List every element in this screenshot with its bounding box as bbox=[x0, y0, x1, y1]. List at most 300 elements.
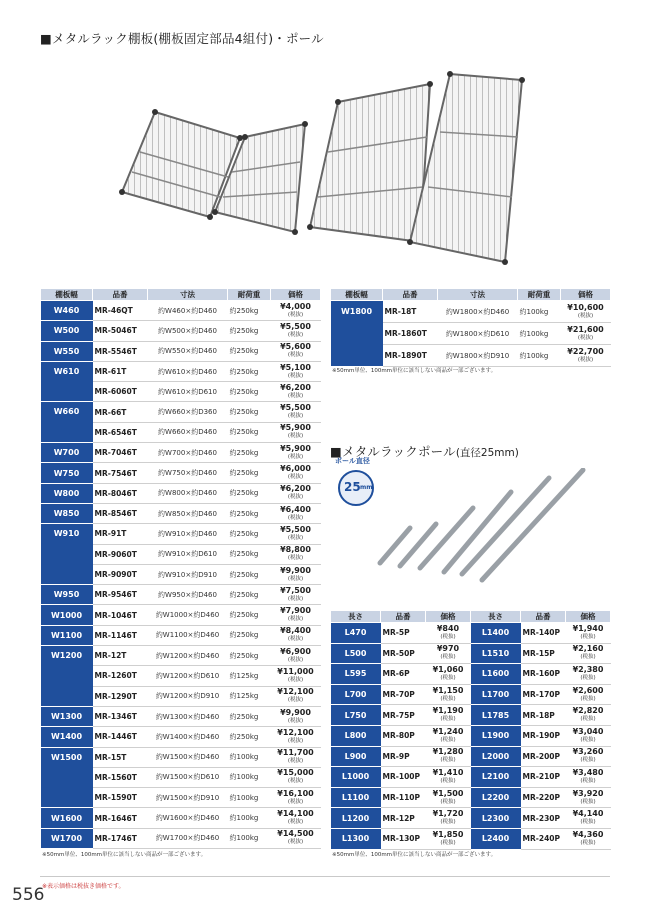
dim-cell: 約W910×約D460 bbox=[148, 524, 228, 544]
header-code: 品番 bbox=[383, 289, 438, 301]
code-cell: MR-1860T bbox=[383, 323, 438, 345]
code-cell: MR-200P bbox=[521, 746, 566, 767]
tax-label: (税抜) bbox=[440, 633, 456, 640]
footer-divider bbox=[40, 876, 610, 877]
table-row bbox=[331, 664, 611, 685]
table-row bbox=[41, 727, 321, 747]
price-value: ¥22,700 bbox=[567, 346, 604, 356]
price-cell bbox=[271, 706, 321, 726]
load-cell: 約125kg bbox=[228, 686, 271, 706]
code-cell: MR-6P bbox=[381, 664, 426, 685]
dim-cell: 約W1800×約D610 bbox=[438, 323, 518, 345]
price-cell bbox=[271, 483, 321, 503]
code-cell: MR-1346T bbox=[93, 706, 148, 726]
price-cell bbox=[271, 422, 321, 442]
dim-cell: 約W1200×約D610 bbox=[148, 666, 228, 686]
tax-label: (税抜) bbox=[580, 819, 596, 826]
code-cell: MR-9P bbox=[381, 746, 426, 767]
load-cell: 約250kg bbox=[228, 605, 271, 625]
price-cell bbox=[566, 623, 611, 644]
table-row bbox=[331, 746, 611, 767]
table-row bbox=[41, 828, 321, 848]
price-cell bbox=[271, 564, 321, 584]
dim-cell: 約W610×約D460 bbox=[148, 361, 228, 381]
load-cell: 約100kg bbox=[228, 828, 271, 848]
price-value: ¥8,400 bbox=[280, 626, 311, 636]
code-cell: MR-7546T bbox=[93, 463, 148, 483]
price-cell bbox=[426, 767, 471, 788]
code-cell: MR-75P bbox=[381, 705, 426, 726]
tax-label: (税抜) bbox=[577, 356, 594, 363]
price-value: ¥14,100 bbox=[277, 809, 314, 819]
length-cell: L750 bbox=[331, 705, 381, 726]
price-cell bbox=[271, 828, 321, 848]
load-cell: 約250kg bbox=[228, 463, 271, 483]
tax-label: (税抜) bbox=[580, 633, 596, 640]
table-row bbox=[331, 767, 611, 788]
price-cell bbox=[271, 727, 321, 747]
dim-cell: 約W660×約D360 bbox=[148, 402, 228, 422]
load-cell: 約250kg bbox=[228, 503, 271, 523]
load-cell: 約250kg bbox=[228, 402, 271, 422]
code-cell: MR-1746T bbox=[93, 828, 148, 848]
price-cell bbox=[426, 684, 471, 705]
price-cell bbox=[566, 787, 611, 808]
width-cell: W660 bbox=[41, 402, 93, 443]
pole-diameter-label: ポール直径 bbox=[335, 457, 370, 465]
table-row bbox=[331, 808, 611, 829]
tax-label: (税抜) bbox=[287, 311, 304, 318]
width-cell: W1000 bbox=[41, 605, 93, 625]
price-value: ¥2,380 bbox=[572, 664, 604, 674]
load-cell: 約100kg bbox=[518, 301, 561, 323]
price-value: ¥5,600 bbox=[280, 342, 311, 352]
load-cell: 約250kg bbox=[228, 382, 271, 402]
code-cell: MR-8046T bbox=[93, 483, 148, 503]
tax-label: (税抜) bbox=[287, 758, 304, 765]
dim-cell: 約W1100×約D460 bbox=[148, 625, 228, 645]
page-number: 556 bbox=[12, 885, 45, 905]
load-cell: 約100kg bbox=[518, 345, 561, 367]
table-row bbox=[331, 643, 611, 664]
price-value: ¥5,500 bbox=[280, 403, 311, 413]
price-value: ¥16,100 bbox=[277, 788, 314, 798]
shelf-spec-table bbox=[40, 288, 321, 849]
price-value: ¥11,700 bbox=[277, 748, 314, 758]
width-cell: W700 bbox=[41, 443, 93, 463]
code-cell: MR-1260T bbox=[93, 666, 148, 686]
dim-cell: 約W700×約D460 bbox=[148, 443, 228, 463]
price-cell bbox=[271, 503, 321, 523]
price-value: ¥1,940 bbox=[572, 623, 604, 633]
code-cell: MR-5P bbox=[381, 623, 426, 644]
price-value: ¥5,500 bbox=[280, 524, 311, 534]
tax-label: (税抜) bbox=[287, 474, 304, 481]
header-dimensions: 寸法 bbox=[438, 289, 518, 301]
width-cell: W1800 bbox=[331, 301, 383, 367]
code-cell: MR-170P bbox=[521, 684, 566, 705]
width-cell: W750 bbox=[41, 463, 93, 483]
header-price: 価格 bbox=[561, 289, 611, 301]
price-value: ¥1,410 bbox=[432, 767, 464, 777]
price-value: ¥4,000 bbox=[280, 301, 311, 311]
tax-label: (税抜) bbox=[287, 737, 304, 744]
length-cell: L1510 bbox=[471, 643, 521, 664]
price-cell bbox=[271, 361, 321, 381]
load-cell: 約250kg bbox=[228, 301, 271, 321]
price-value: ¥9,900 bbox=[280, 707, 311, 717]
table-row bbox=[41, 463, 321, 483]
price-cell bbox=[426, 664, 471, 685]
tax-label: (税抜) bbox=[287, 575, 304, 582]
code-cell: MR-1446T bbox=[93, 727, 148, 747]
table-row bbox=[41, 625, 321, 645]
load-cell: 約100kg bbox=[228, 747, 271, 767]
price-value: ¥6,200 bbox=[280, 484, 311, 494]
code-cell: MR-66T bbox=[93, 402, 148, 422]
price-value: ¥1,850 bbox=[432, 829, 464, 839]
table-row bbox=[41, 585, 321, 605]
price-cell bbox=[566, 684, 611, 705]
price-cell bbox=[566, 705, 611, 726]
table-row bbox=[41, 443, 321, 463]
table-row bbox=[331, 787, 611, 808]
price-cell bbox=[271, 646, 321, 666]
price-value: ¥14,500 bbox=[277, 829, 314, 839]
load-cell: 約250kg bbox=[228, 706, 271, 726]
price-value: ¥1,240 bbox=[432, 726, 464, 736]
price-value: ¥6,000 bbox=[280, 464, 311, 474]
table-row bbox=[41, 341, 321, 361]
tax-label: (税抜) bbox=[440, 757, 456, 764]
load-cell: 約250kg bbox=[228, 646, 271, 666]
length-cell: L1000 bbox=[331, 767, 381, 788]
price-value: ¥21,600 bbox=[567, 324, 604, 334]
header-length-2: 長さ bbox=[471, 611, 521, 623]
code-cell: MR-15P bbox=[521, 643, 566, 664]
load-cell: 約250kg bbox=[228, 422, 271, 442]
load-cell: 約250kg bbox=[228, 483, 271, 503]
dim-cell: 約W800×約D460 bbox=[148, 483, 228, 503]
load-cell: 約100kg bbox=[228, 808, 271, 828]
price-cell bbox=[566, 828, 611, 849]
length-cell: L2100 bbox=[471, 767, 521, 788]
length-cell: L800 bbox=[331, 725, 381, 746]
table-row bbox=[41, 402, 321, 422]
table-row bbox=[41, 747, 321, 767]
tax-label: (税抜) bbox=[287, 819, 304, 826]
price-value: ¥840 bbox=[436, 623, 460, 633]
pole-table-note: ※50mm単位、100mm単位に該当しない商品が一部ございます。 bbox=[332, 852, 497, 858]
table-row bbox=[41, 646, 321, 666]
code-cell: MR-1560T bbox=[93, 767, 148, 787]
tax-label: (税抜) bbox=[287, 697, 304, 704]
width-cell: W1200 bbox=[41, 646, 93, 707]
code-cell: MR-12T bbox=[93, 646, 148, 666]
price-value: ¥1,500 bbox=[432, 788, 464, 798]
dim-cell: 約W550×約D460 bbox=[148, 341, 228, 361]
table-row bbox=[331, 684, 611, 705]
tax-label: (税抜) bbox=[287, 331, 304, 338]
dim-cell: 約W1200×約D910 bbox=[148, 686, 228, 706]
tax-label: (税抜) bbox=[580, 798, 596, 805]
length-cell: L1300 bbox=[331, 828, 381, 849]
code-cell: MR-1646T bbox=[93, 808, 148, 828]
dim-cell: 約W1600×約D460 bbox=[148, 808, 228, 828]
table-row bbox=[41, 483, 321, 503]
code-cell: MR-6546T bbox=[93, 422, 148, 442]
load-cell: 約100kg bbox=[228, 788, 271, 808]
price-value: ¥2,160 bbox=[572, 644, 604, 654]
price-cell bbox=[566, 664, 611, 685]
price-value: ¥12,100 bbox=[277, 727, 314, 737]
price-value: ¥3,480 bbox=[572, 767, 604, 777]
header-width: 棚板幅 bbox=[331, 289, 383, 301]
length-cell: L595 bbox=[331, 664, 381, 685]
table-header-row bbox=[331, 289, 611, 301]
table-row bbox=[41, 524, 321, 544]
length-cell: L2200 bbox=[471, 787, 521, 808]
code-cell: MR-18P bbox=[521, 705, 566, 726]
dim-cell: 約W1800×約D460 bbox=[438, 301, 518, 323]
code-cell: MR-70P bbox=[381, 684, 426, 705]
tax-label: (税抜) bbox=[287, 616, 304, 623]
table-row bbox=[41, 808, 321, 828]
header-code: 品番 bbox=[93, 289, 148, 301]
price-value: ¥1,060 bbox=[432, 664, 464, 674]
tax-label: (税抜) bbox=[287, 636, 304, 643]
load-cell: 約250kg bbox=[228, 585, 271, 605]
diameter-unit: mm bbox=[360, 484, 373, 491]
price-cell bbox=[271, 341, 321, 361]
dim-cell: 約W1000×約D460 bbox=[148, 605, 228, 625]
pole-subtitle: (直径25mm) bbox=[455, 447, 519, 459]
poles-photo bbox=[370, 468, 610, 588]
header-width: 棚板幅 bbox=[41, 289, 93, 301]
shelf-table-right-note: ※50mm単位、100mm単位に該当しない商品が一部ございます。 bbox=[332, 368, 497, 374]
tax-label: (税抜) bbox=[287, 555, 304, 562]
width-cell: W1700 bbox=[41, 828, 93, 848]
code-cell: MR-9060T bbox=[93, 544, 148, 564]
tax-label: (税抜) bbox=[580, 736, 596, 743]
pole-diameter-badge bbox=[338, 470, 374, 506]
price-cell bbox=[566, 643, 611, 664]
width-cell: W800 bbox=[41, 483, 93, 503]
tax-label: (税抜) bbox=[580, 654, 596, 661]
tax-note: ※表示価格は税抜き価格です。 bbox=[42, 883, 125, 890]
table-row bbox=[41, 361, 321, 381]
width-cell: W550 bbox=[41, 341, 93, 361]
dim-cell: 約W750×約D460 bbox=[148, 463, 228, 483]
load-cell: 約250kg bbox=[228, 625, 271, 645]
price-value: ¥4,360 bbox=[572, 829, 604, 839]
price-value: ¥6,200 bbox=[280, 382, 311, 392]
price-cell bbox=[566, 746, 611, 767]
length-cell: L1100 bbox=[331, 787, 381, 808]
load-cell: 約250kg bbox=[228, 361, 271, 381]
pole-image-6 bbox=[482, 470, 583, 580]
header-code: 品番 bbox=[381, 611, 426, 623]
price-cell bbox=[566, 725, 611, 746]
price-cell bbox=[271, 686, 321, 706]
width-cell: W500 bbox=[41, 321, 93, 341]
code-cell: MR-240P bbox=[521, 828, 566, 849]
width-cell: W1600 bbox=[41, 808, 93, 828]
width-cell: W1500 bbox=[41, 747, 93, 808]
load-cell: 約250kg bbox=[228, 564, 271, 584]
tax-label: (税抜) bbox=[287, 717, 304, 724]
dim-cell: 約W610×約D610 bbox=[148, 382, 228, 402]
code-cell: MR-140P bbox=[521, 623, 566, 644]
price-value: ¥15,000 bbox=[277, 768, 314, 778]
price-cell bbox=[271, 544, 321, 564]
length-cell: L500 bbox=[331, 643, 381, 664]
dim-cell: 約W950×約D460 bbox=[148, 585, 228, 605]
width-cell: W1300 bbox=[41, 706, 93, 726]
code-cell: MR-220P bbox=[521, 787, 566, 808]
table-row bbox=[41, 706, 321, 726]
load-cell: 約250kg bbox=[228, 727, 271, 747]
code-cell: MR-1590T bbox=[93, 788, 148, 808]
load-cell: 約250kg bbox=[228, 321, 271, 341]
code-cell: MR-18T bbox=[383, 301, 438, 323]
tax-label: (税抜) bbox=[577, 312, 594, 319]
price-value: ¥6,900 bbox=[280, 646, 311, 656]
price-cell bbox=[271, 321, 321, 341]
pole-spec-table bbox=[330, 610, 611, 850]
tax-label: (税抜) bbox=[580, 716, 596, 723]
dim-cell: 約W500×約D460 bbox=[148, 321, 228, 341]
code-cell: MR-61T bbox=[93, 361, 148, 381]
dim-cell: 約W1200×約D460 bbox=[148, 646, 228, 666]
load-cell: 約100kg bbox=[518, 323, 561, 345]
load-cell: 約250kg bbox=[228, 341, 271, 361]
price-value: ¥5,500 bbox=[280, 321, 311, 331]
length-cell: L1200 bbox=[331, 808, 381, 829]
code-cell: MR-130P bbox=[381, 828, 426, 849]
shelf-photo bbox=[110, 62, 540, 272]
header-price: 価格 bbox=[271, 289, 321, 301]
pole-image-3 bbox=[420, 508, 473, 568]
price-value: ¥10,600 bbox=[567, 302, 604, 312]
price-value: ¥7,500 bbox=[280, 585, 311, 595]
shelf-image-3 bbox=[307, 81, 433, 245]
price-cell bbox=[426, 787, 471, 808]
tax-label: (税抜) bbox=[440, 716, 456, 723]
price-cell bbox=[566, 808, 611, 829]
price-cell bbox=[426, 746, 471, 767]
code-cell: MR-1890T bbox=[383, 345, 438, 367]
length-cell: L1600 bbox=[471, 664, 521, 685]
tax-label: (税抜) bbox=[287, 534, 304, 541]
length-cell: L700 bbox=[331, 684, 381, 705]
dim-cell: 約W910×約D910 bbox=[148, 564, 228, 584]
width-cell: W950 bbox=[41, 585, 93, 605]
price-cell bbox=[271, 666, 321, 686]
dim-cell: 約W1500×約D910 bbox=[148, 788, 228, 808]
length-cell: L1785 bbox=[471, 705, 521, 726]
pole-title: ■メタルラックポール bbox=[330, 444, 456, 459]
code-cell: MR-9546T bbox=[93, 585, 148, 605]
price-value: ¥12,100 bbox=[277, 687, 314, 697]
width-cell: W1400 bbox=[41, 727, 93, 747]
code-cell: MR-80P bbox=[381, 725, 426, 746]
price-value: ¥1,720 bbox=[432, 809, 464, 819]
price-cell bbox=[271, 301, 321, 321]
tax-label: (税抜) bbox=[287, 453, 304, 460]
code-cell: MR-190P bbox=[521, 725, 566, 746]
code-cell: MR-210P bbox=[521, 767, 566, 788]
table-row bbox=[41, 503, 321, 523]
width-cell: W850 bbox=[41, 503, 93, 523]
code-cell: MR-15T bbox=[93, 747, 148, 767]
width-cell: W610 bbox=[41, 361, 93, 402]
tax-label: (税抜) bbox=[440, 819, 456, 826]
price-cell bbox=[271, 585, 321, 605]
section-title-shelves: ■メタルラック棚板(棚板固定部品4組付)・ポール bbox=[40, 31, 324, 46]
width-cell: W1100 bbox=[41, 625, 93, 645]
tax-label: (税抜) bbox=[287, 798, 304, 805]
price-cell bbox=[561, 345, 611, 367]
shelf-spec-table-w1800 bbox=[330, 288, 611, 367]
length-cell: L2400 bbox=[471, 828, 521, 849]
price-value: ¥1,150 bbox=[432, 685, 464, 695]
price-value: ¥7,900 bbox=[280, 606, 311, 616]
width-cell: W910 bbox=[41, 524, 93, 585]
header-price-2: 価格 bbox=[566, 611, 611, 623]
price-value: ¥970 bbox=[436, 644, 460, 654]
load-cell: 約250kg bbox=[228, 524, 271, 544]
price-cell bbox=[561, 301, 611, 323]
price-value: ¥9,900 bbox=[280, 565, 311, 575]
table-row bbox=[41, 605, 321, 625]
price-cell bbox=[426, 808, 471, 829]
code-cell: MR-91T bbox=[93, 524, 148, 544]
length-cell: L2000 bbox=[471, 746, 521, 767]
tax-label: (税抜) bbox=[440, 736, 456, 743]
price-value: ¥6,400 bbox=[280, 504, 311, 514]
price-cell bbox=[426, 643, 471, 664]
table-row bbox=[331, 623, 611, 644]
header-price: 価格 bbox=[426, 611, 471, 623]
header-length: 長さ bbox=[331, 611, 381, 623]
header-load: 耐荷重 bbox=[518, 289, 561, 301]
price-cell bbox=[271, 382, 321, 402]
dim-cell: 約W1300×約D460 bbox=[148, 706, 228, 726]
tax-label: (税抜) bbox=[287, 514, 304, 521]
tax-label: (税抜) bbox=[287, 656, 304, 663]
width-cell: W460 bbox=[41, 301, 93, 321]
price-cell bbox=[561, 323, 611, 345]
code-cell: MR-5046T bbox=[93, 321, 148, 341]
length-cell: L1400 bbox=[471, 623, 521, 644]
dim-cell: 約W660×約D460 bbox=[148, 422, 228, 442]
load-cell: 約250kg bbox=[228, 443, 271, 463]
code-cell: MR-6060T bbox=[93, 382, 148, 402]
dim-cell: 約W1400×約D460 bbox=[148, 727, 228, 747]
price-value: ¥5,900 bbox=[280, 443, 311, 453]
code-cell: MR-50P bbox=[381, 643, 426, 664]
tax-label: (税抜) bbox=[580, 695, 596, 702]
header-load: 耐荷重 bbox=[228, 289, 271, 301]
table-row bbox=[331, 705, 611, 726]
header-code-2: 品番 bbox=[521, 611, 566, 623]
price-value: ¥1,280 bbox=[432, 747, 464, 757]
code-cell: MR-7046T bbox=[93, 443, 148, 463]
table-row bbox=[331, 725, 611, 746]
dim-cell: 約W850×約D460 bbox=[148, 503, 228, 523]
tax-label: (税抜) bbox=[287, 839, 304, 846]
